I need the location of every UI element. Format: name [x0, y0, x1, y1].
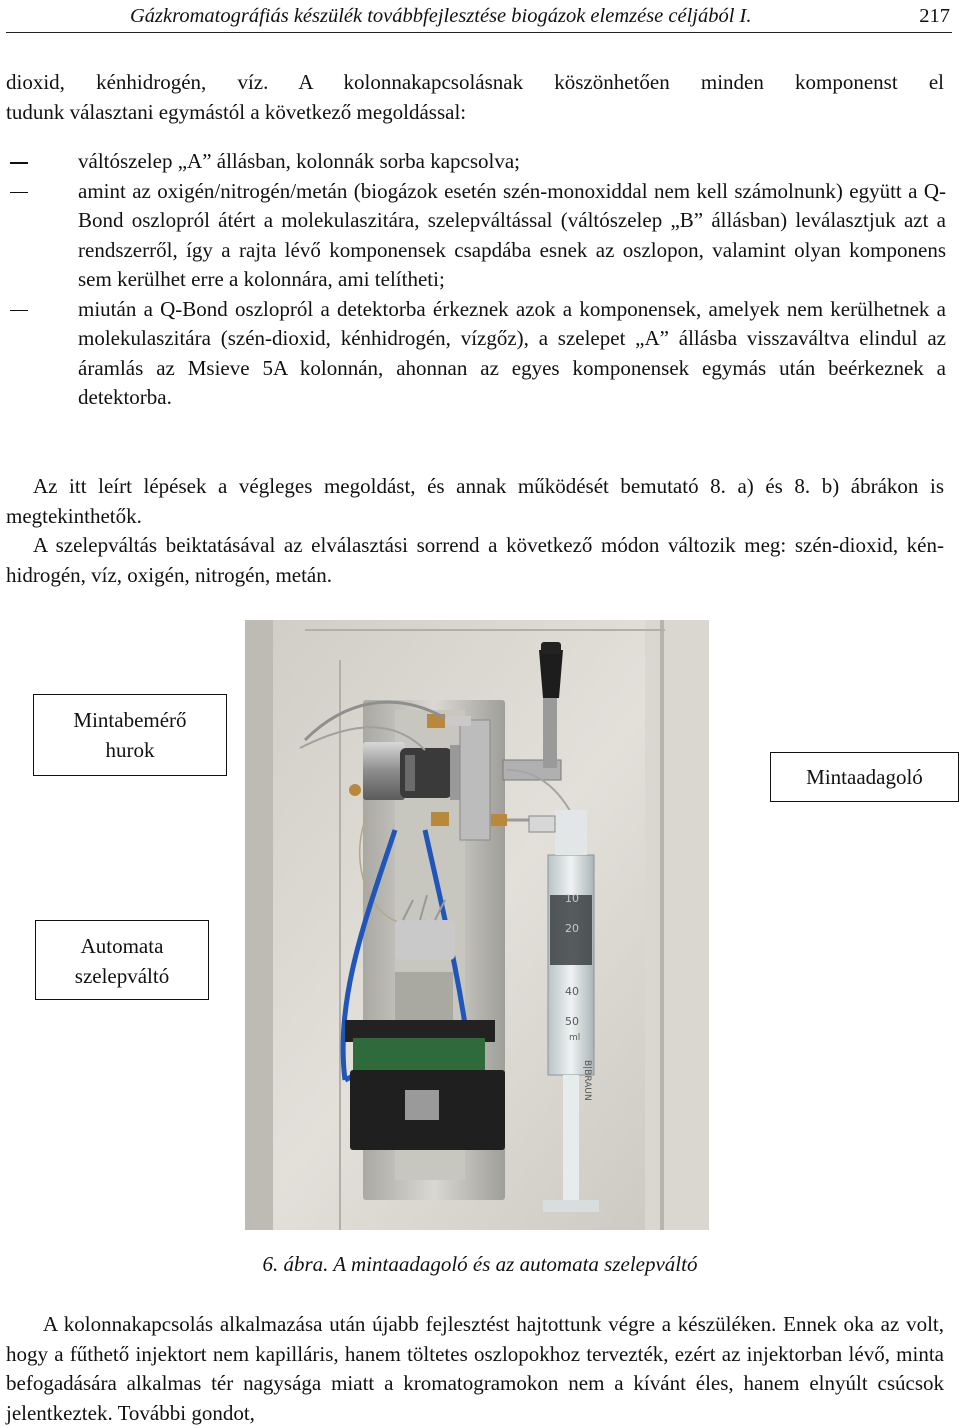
syringe-mark-30: 30 — [565, 955, 579, 968]
syringe-brand: B|BRAUN — [582, 1060, 592, 1101]
figure-caption: 6. ábra. A mintaadagoló és az automata szelepváltó — [262, 1252, 698, 1276]
intro-line-1: dioxid, kénhidrogén, víz. A kolonnakapcsolásnak köszönhetően minden komponenst el — [6, 70, 944, 94]
body-paragraph-3: A kolonnakapcsolás alkalmazása után újabb fejlesztést hajtottunk végre a készüléken. Ennek oka az volt, hogy a fűthető injektort nem kapilláris, hanem töltetes oszlopokhoz tervezték, ezért az injektorban lévő, minta befogadására alkalmas tér nagysága miatt a kromatogramokon nem a kívánt éles, hanem elnyúlt csúcsok jelentkeztek. További gondot, — [6, 1312, 944, 1425]
label-sampler: Mintaadagoló — [770, 752, 959, 802]
label-automatic-valve-line-2: szelepváltó — [74, 964, 170, 988]
syringe-mark-20: 20 — [565, 922, 579, 935]
intro-line-2: tudunk választani egymástól a következő megoldással: — [6, 99, 467, 124]
steps-list — [6, 147, 946, 413]
sampler-photo — [245, 620, 709, 1230]
label-sample-loop — [33, 694, 227, 776]
body-paragraph-2: A szelepváltás beiktatásával az elválasztási sorrend a következő módon változik meg: szén-dioxid, kén-hidrogén, víz, oxigén, nitrogén, metán. — [6, 533, 944, 587]
intro-paragraph — [6, 68, 944, 127]
step-item-3: miután a Q-Bond oszlopról a detektorba érkeznek azok a komponensek, amelyek nem kerülhetnek a molekulaszitára (szén-dioxid, kénhidrogén, vízgőz), a szelepet „A” állásba visszaváltva elindul az áramlás az Msieve 5A kolonnán, ahonnan az egyes komponensek egymás után beérkeznek a detektorba. — [6, 295, 946, 413]
syringe-unit: ml — [569, 1033, 581, 1043]
page-number: 217 — [919, 5, 950, 27]
body-paragraph-1: Az itt leírt lépések a végleges megoldást, és annak működését bemutató 8. a) és 8. b) ábrákon is megtekinthetők. — [6, 474, 944, 528]
syringe-mark-10: 10 — [565, 892, 579, 905]
syringe-mark-40: 40 — [565, 985, 579, 998]
label-sample-loop-line-1: Mintabemérő — [73, 708, 187, 732]
syringe-mark-50: 50 — [565, 1015, 579, 1028]
label-automatic-valve — [35, 920, 209, 1000]
step-item-1: váltószelep „A” állásban, kolonnák sorba kapcsolva; — [6, 147, 946, 177]
label-sample-loop-line-2: hurok — [105, 738, 155, 762]
running-header — [6, 2, 952, 33]
header-title: Gázkromatográfiás készülék továbbfejlesztése biogázok elemzése céljából I. — [130, 5, 752, 27]
label-automatic-valve-line-1: Automata — [80, 934, 164, 958]
step-item-2: amint az oxigén/nitrogén/metán (biogázok esetén szén-monoxiddal nem kell számolnunk) együtt a Q-Bond oszlopról átért a molekulaszitára, szelepváltással (váltószelep „B” állásban) leválasztjuk azt a rendszerről, így a rajta lévő komponensek csapdába esnek az oszlopon, valamint olyan komponens sem kerülhet erre a kolonnára, ami telítheti; — [6, 177, 946, 295]
